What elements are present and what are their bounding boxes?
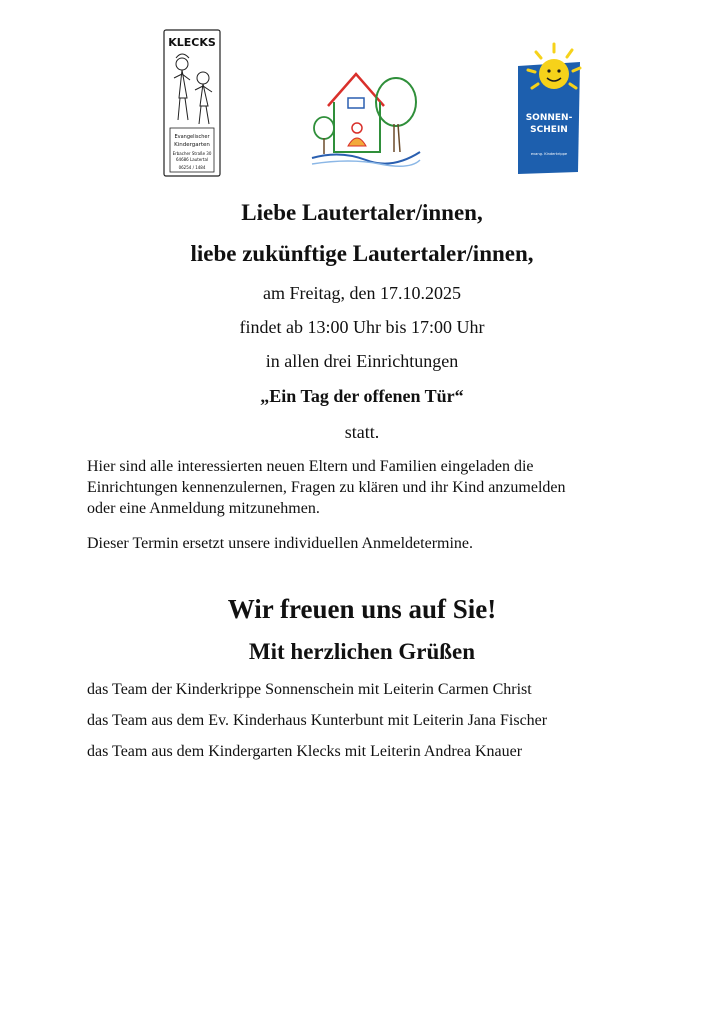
- svg-text:SCHEIN: SCHEIN: [530, 125, 568, 135]
- svg-text:Erbacher Straße 30: Erbacher Straße 30: [172, 151, 212, 156]
- svg-text:Kindergarten: Kindergarten: [174, 142, 210, 148]
- klecks-logo: [162, 28, 222, 178]
- closing-headline: Wir freuen uns auf Sie!: [227, 594, 497, 624]
- svg-text:evang. Kinderkrippe: evang. Kinderkrippe: [530, 152, 568, 156]
- logo-header: [0, 0, 724, 190]
- greeting-line-2: liebe zukünftige Lautertaler/innen,: [190, 241, 534, 266]
- klecks-title: KLECKS: [168, 36, 216, 49]
- svg-text:SONNEN-: SONNEN-: [525, 113, 573, 123]
- event-end: statt.: [344, 422, 380, 442]
- event-name: „Ein Tag der offenen Tür“: [260, 386, 464, 406]
- team-line-klecks: das Team aus dem Kindergarten Klecks mit Leiterin Andrea Knauer: [87, 743, 523, 760]
- team-line-sonnenschein: das Team der Kinderkrippe Sonnenschein mit Leiterin Carmen Christ: [87, 681, 532, 698]
- sonnenschein-logo: [514, 42, 584, 177]
- info-note: Dieser Termin ersetzt unsere individuellen Anmeldetermine.: [87, 535, 474, 552]
- info-paragraph: Hier sind alle interessierten neuen Eltern und Familien eingeladen die Einrichtungen kennenzulernen, Fragen zu klären und ihr Kind anzumelden oder eine Anmeldung mitzunehmen.: [87, 458, 566, 517]
- kunterbunt-logo: [310, 66, 422, 170]
- team-line-kunterbunt: das Team aus dem Ev. Kinderhaus Kunterbunt mit Leiterin Jana Fischer: [87, 712, 548, 729]
- closing-regards: Mit herzlichen Grüßen: [248, 639, 476, 664]
- event-date: am Freitag, den 17.10.2025: [263, 283, 461, 303]
- greeting-line-1: Liebe Lautertaler/innen,: [241, 200, 483, 225]
- svg-text:64686 Lautertal: 64686 Lautertal: [175, 157, 209, 162]
- event-place: in allen drei Einrichtungen: [265, 351, 459, 371]
- svg-text:06254 / 1484: 06254 / 1484: [178, 165, 206, 170]
- event-time: findet ab 13:00 Uhr bis 17:00 Uhr: [239, 317, 485, 337]
- svg-text:Evangelischer: Evangelischer: [174, 134, 210, 140]
